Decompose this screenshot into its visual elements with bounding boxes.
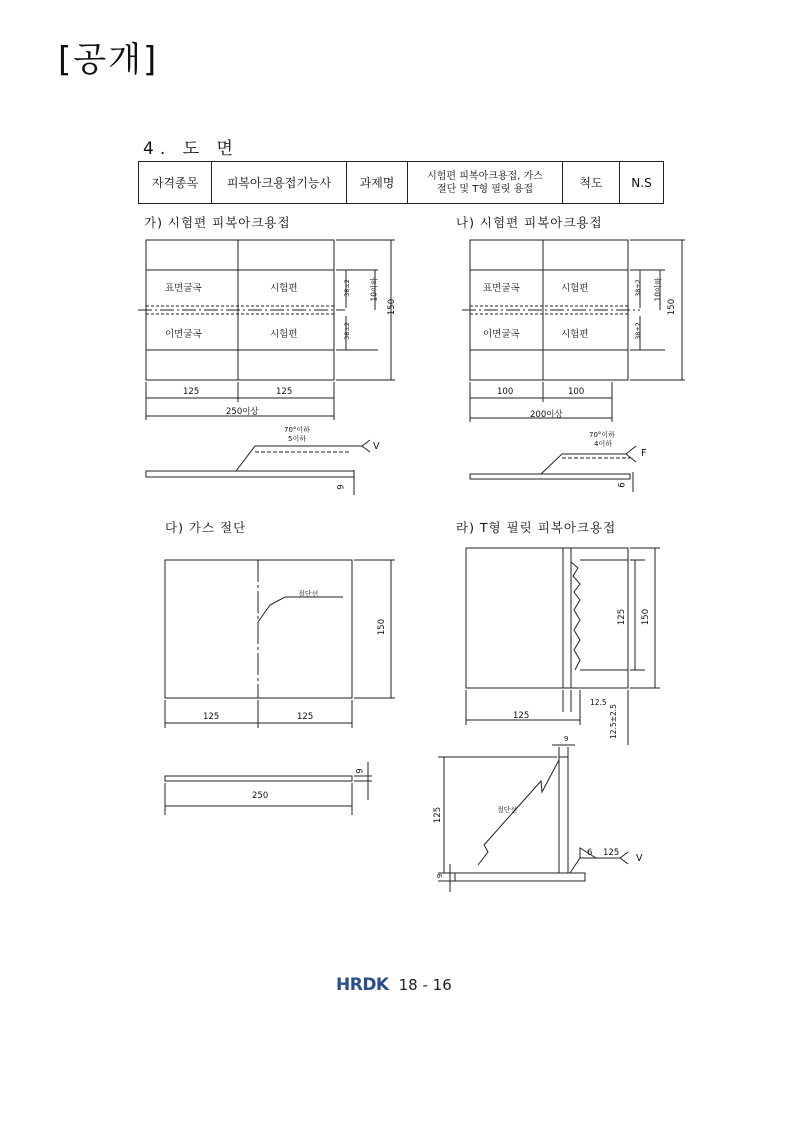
caption-ga: 가) 시험편 피복아크용접: [144, 215, 291, 230]
scale-value: N.S: [620, 162, 664, 204]
ra-thickness-base: 9: [436, 873, 445, 879]
na-cell-tr: 시험편: [561, 283, 589, 294]
caption-da: 다) 가스 절단: [165, 520, 247, 535]
ra-fillet-size: 6: [587, 848, 593, 858]
qual-value: 피복아크용접기능사: [212, 162, 347, 204]
da-dim-height: 150: [377, 618, 388, 636]
scale-label: 척도: [563, 162, 620, 204]
caption-na: 나) 시험편 피복아크용접: [456, 215, 603, 230]
na-dim-height: 150: [667, 298, 678, 316]
disclosure-status: [공개]: [58, 40, 159, 80]
ga-dim-left: 125: [183, 387, 200, 397]
na-dim-s2: 38±2: [633, 322, 642, 340]
ra-fillet-length: 125: [603, 848, 620, 858]
hrdk-logo: HRDK: [336, 975, 389, 995]
na-dim-total: 200이상: [530, 410, 563, 420]
na-dim-left: 100: [497, 387, 514, 397]
qual-label: 자격종목: [139, 162, 212, 204]
drawing-da-section: [165, 762, 372, 815]
ga-cell-tl: 표면굴곡: [165, 283, 202, 294]
ga-cell-tr: 시험편: [270, 283, 298, 294]
ga-weld-symbol: V: [373, 441, 380, 452]
ra-dim-vert: 125: [433, 806, 444, 824]
ra-dim-height: 150: [641, 608, 652, 626]
ga-dim-s2: 38±2: [342, 322, 351, 340]
caption-ra: 라) T형 필릿 피복아크용접: [456, 520, 617, 535]
ga-dim-height: 150: [387, 298, 398, 316]
ga-dim-s1: 38±2: [342, 279, 351, 297]
ga-thickness: 9: [336, 484, 347, 490]
na-cell-bl: 이면굴곡: [483, 329, 520, 340]
ra-dim-base: 125: [513, 711, 530, 721]
na-note-angle2: 4이하: [594, 440, 612, 448]
ra-cut-line: 절단선: [497, 806, 518, 814]
da-dim-total: 250: [252, 791, 269, 801]
ga-note-angle1: 70°이하: [284, 426, 310, 434]
na-dim-s1: 38±2: [633, 279, 642, 297]
drawing-ga-plate: [138, 240, 345, 380]
drawing-ra-section: [438, 745, 628, 892]
da-cut-line: 절단선: [298, 590, 319, 598]
da-dim-left: 125: [203, 712, 220, 722]
na-cell-br: 시험편: [561, 329, 589, 340]
drawing-da-plate: [165, 560, 395, 728]
na-weld-symbol: F: [641, 448, 647, 459]
ra-dim-height-inner: 125: [617, 608, 628, 626]
na-note-angle1: 70°이하: [589, 431, 615, 439]
da-dim-right: 125: [297, 712, 314, 722]
da-thickness: 9: [355, 768, 366, 774]
task-label: 과제명: [347, 162, 408, 204]
ra-thickness-top: 9: [564, 735, 569, 743]
ga-note-angle2: 5이하: [288, 435, 306, 443]
drawing-ra-plan: [466, 548, 660, 745]
na-thickness: 6: [617, 482, 628, 488]
ra-dim-side: 12.5±2.5: [608, 704, 618, 739]
drawing-na-section: [470, 446, 636, 492]
drawing-na-plate: [462, 240, 640, 380]
ga-dim-total: 250이상: [226, 407, 259, 417]
ga-cell-bl: 이면굴곡: [165, 329, 202, 340]
ga-dim-right: 125: [276, 387, 293, 397]
ra-dim-gap: 12.5: [590, 698, 607, 707]
task-value-line2: 절단 및 T형 필릿 용접: [436, 183, 534, 195]
ga-dim-cut: 10이하: [369, 277, 379, 302]
na-dim-right: 100: [568, 387, 585, 397]
footer: [336, 975, 452, 995]
page-number: 18 - 16: [398, 976, 452, 994]
section-title: 4. 도 면: [143, 139, 239, 159]
task-value-line1: 시험편 피복아크용접, 가스: [427, 170, 543, 182]
ra-weld-symbol: V: [636, 853, 643, 864]
na-cell-tl: 표면굴곡: [483, 283, 520, 294]
ga-cell-br: 시험편: [270, 329, 298, 340]
na-dim-cut: 10이하: [653, 277, 663, 302]
